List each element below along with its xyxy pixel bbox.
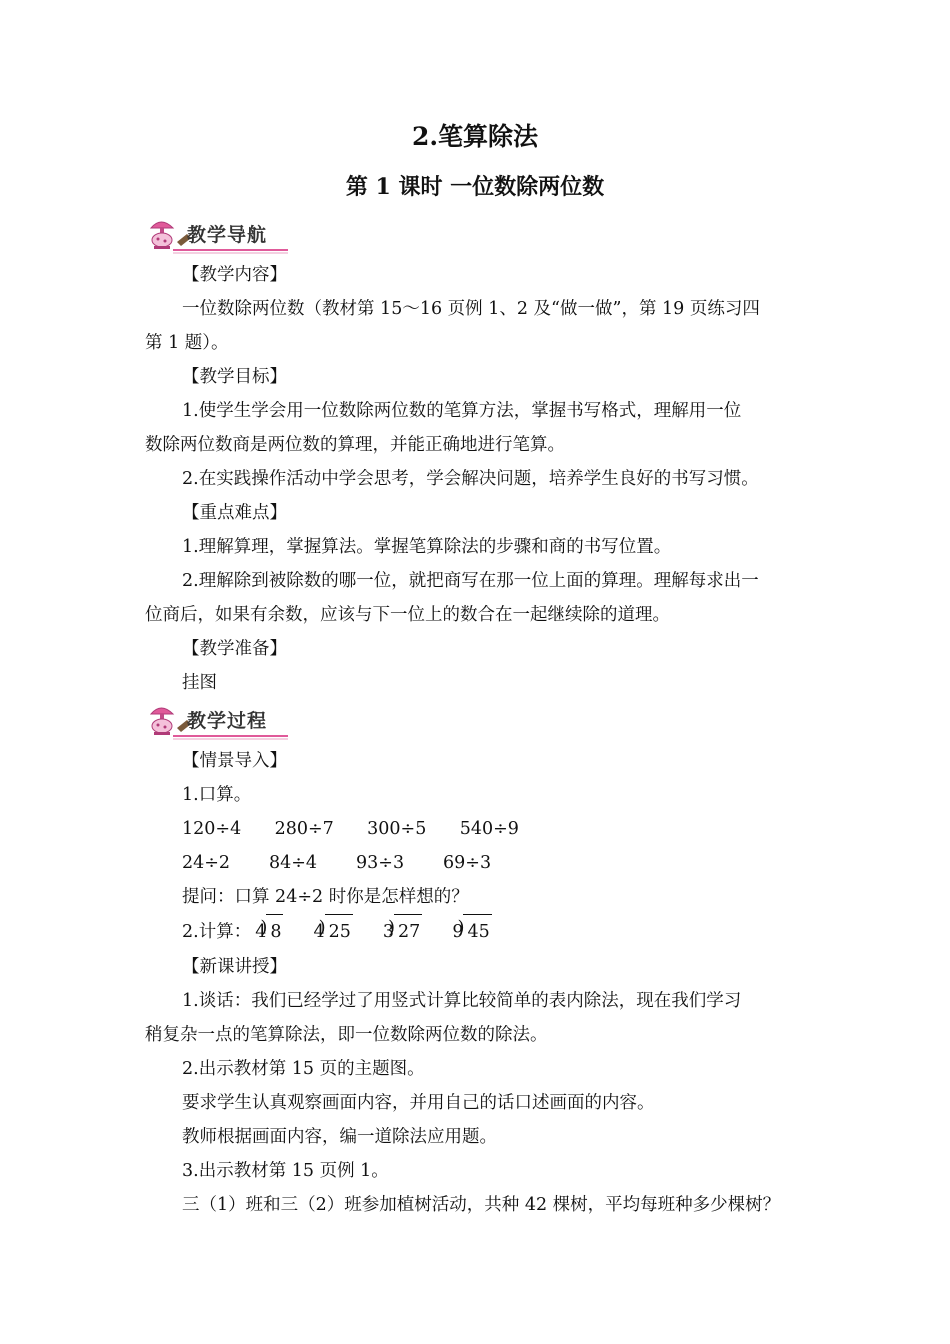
section-banner-teaching-process — [143, 698, 293, 740]
text-line: 位商后，如果有余数，应该与下一位上的数合在一起继续除的道理。 — [145, 605, 670, 625]
banner-label: 教学导航 — [187, 224, 268, 246]
section-banner-teaching-guide — [143, 212, 293, 254]
divisor: 9 — [452, 922, 464, 942]
text-line: 1.谈话：我们已经学过了用竖式计算比较简单的表内除法，现在我们学习 — [182, 991, 742, 1011]
heading-teaching-goals: 【教学目标】 — [182, 367, 287, 387]
text-line: 要求学生认真观察画面内容，并用自己的话口述画面的内容。 — [182, 1093, 655, 1113]
text-line: 稍复杂一点的笔算除法，即一位数除两位数的除法。 — [145, 1025, 548, 1045]
text-line: 2.出示教材第 15 页的主题图。 — [182, 1059, 425, 1079]
dividend: ) 27 — [394, 914, 422, 949]
heading-teaching-content: 【教学内容】 — [182, 265, 287, 285]
oral-calc-row: 24÷2 84÷4 93÷3 69÷3 — [182, 853, 492, 873]
divisor: 4 — [313, 922, 325, 942]
written-calc-row — [182, 914, 815, 949]
heading-key-points: 【重点难点】 — [182, 503, 287, 523]
text-line: 三（1）班和三（2）班参加植树活动，共种 42 棵树，平均每班种多少棵树？ — [182, 1195, 781, 1215]
long-division — [383, 914, 422, 949]
text-line: 1.口算。 — [182, 785, 252, 805]
dividend: ) 8 — [266, 914, 283, 949]
text-line: 第 1 题）。 — [145, 333, 229, 353]
dividend: ) 25 — [325, 914, 353, 949]
text-line: 1.使学生学会用一位数除两位数的笔算方法，掌握书写格式，理解用一位 — [182, 401, 742, 421]
text-line: 提问：口算 24÷2 时你是怎样想的？ — [182, 887, 469, 907]
lesson-subtitle: 第 1 课时 一位数除两位数 — [345, 174, 605, 200]
heading-preparation: 【教学准备】 — [182, 639, 287, 659]
oral-calc-row: 120÷4 280÷7 300÷5 540÷9 — [182, 819, 519, 839]
text-line: 数除两位数商是两位数的算理，并能正确地进行笔算。 — [145, 435, 565, 455]
dividend: ) 45 — [463, 914, 491, 949]
heading-new-lesson: 【新课讲授】 — [182, 957, 287, 977]
text-line: 一位数除两位数（教材第 15～16 页例 1、2 及“做一做”，第 19 页练习四 — [182, 299, 760, 319]
text-line: 挂图 — [182, 673, 217, 693]
divisor: 3 — [382, 922, 395, 942]
long-division — [255, 914, 283, 949]
text-line: 2.在实践操作活动中学会思考，学会解决问题，培养学生良好的书写习惯。 — [182, 469, 759, 489]
text-line: 1.理解算理，掌握算法。掌握笔算除法的步骤和商的书写位置。 — [182, 537, 672, 557]
written-calc-label: 2.计算： — [182, 922, 252, 942]
banner-label: 教学过程 — [187, 710, 268, 732]
text-line: 2.理解除到被除数的哪一位，就把商写在那一位上面的算理。理解每求出一 — [182, 571, 759, 591]
text-line: 教师根据画面内容，编一道除法应用题。 — [182, 1127, 497, 1147]
heading-scene-intro: 【情景导入】 — [182, 751, 287, 771]
page-title: 2.笔算除法 — [411, 122, 539, 151]
text-line: 3.出示教材第 15 页例 1。 — [182, 1161, 389, 1181]
divisor: 4 — [255, 922, 267, 942]
long-division — [313, 914, 352, 949]
long-division — [452, 914, 491, 949]
